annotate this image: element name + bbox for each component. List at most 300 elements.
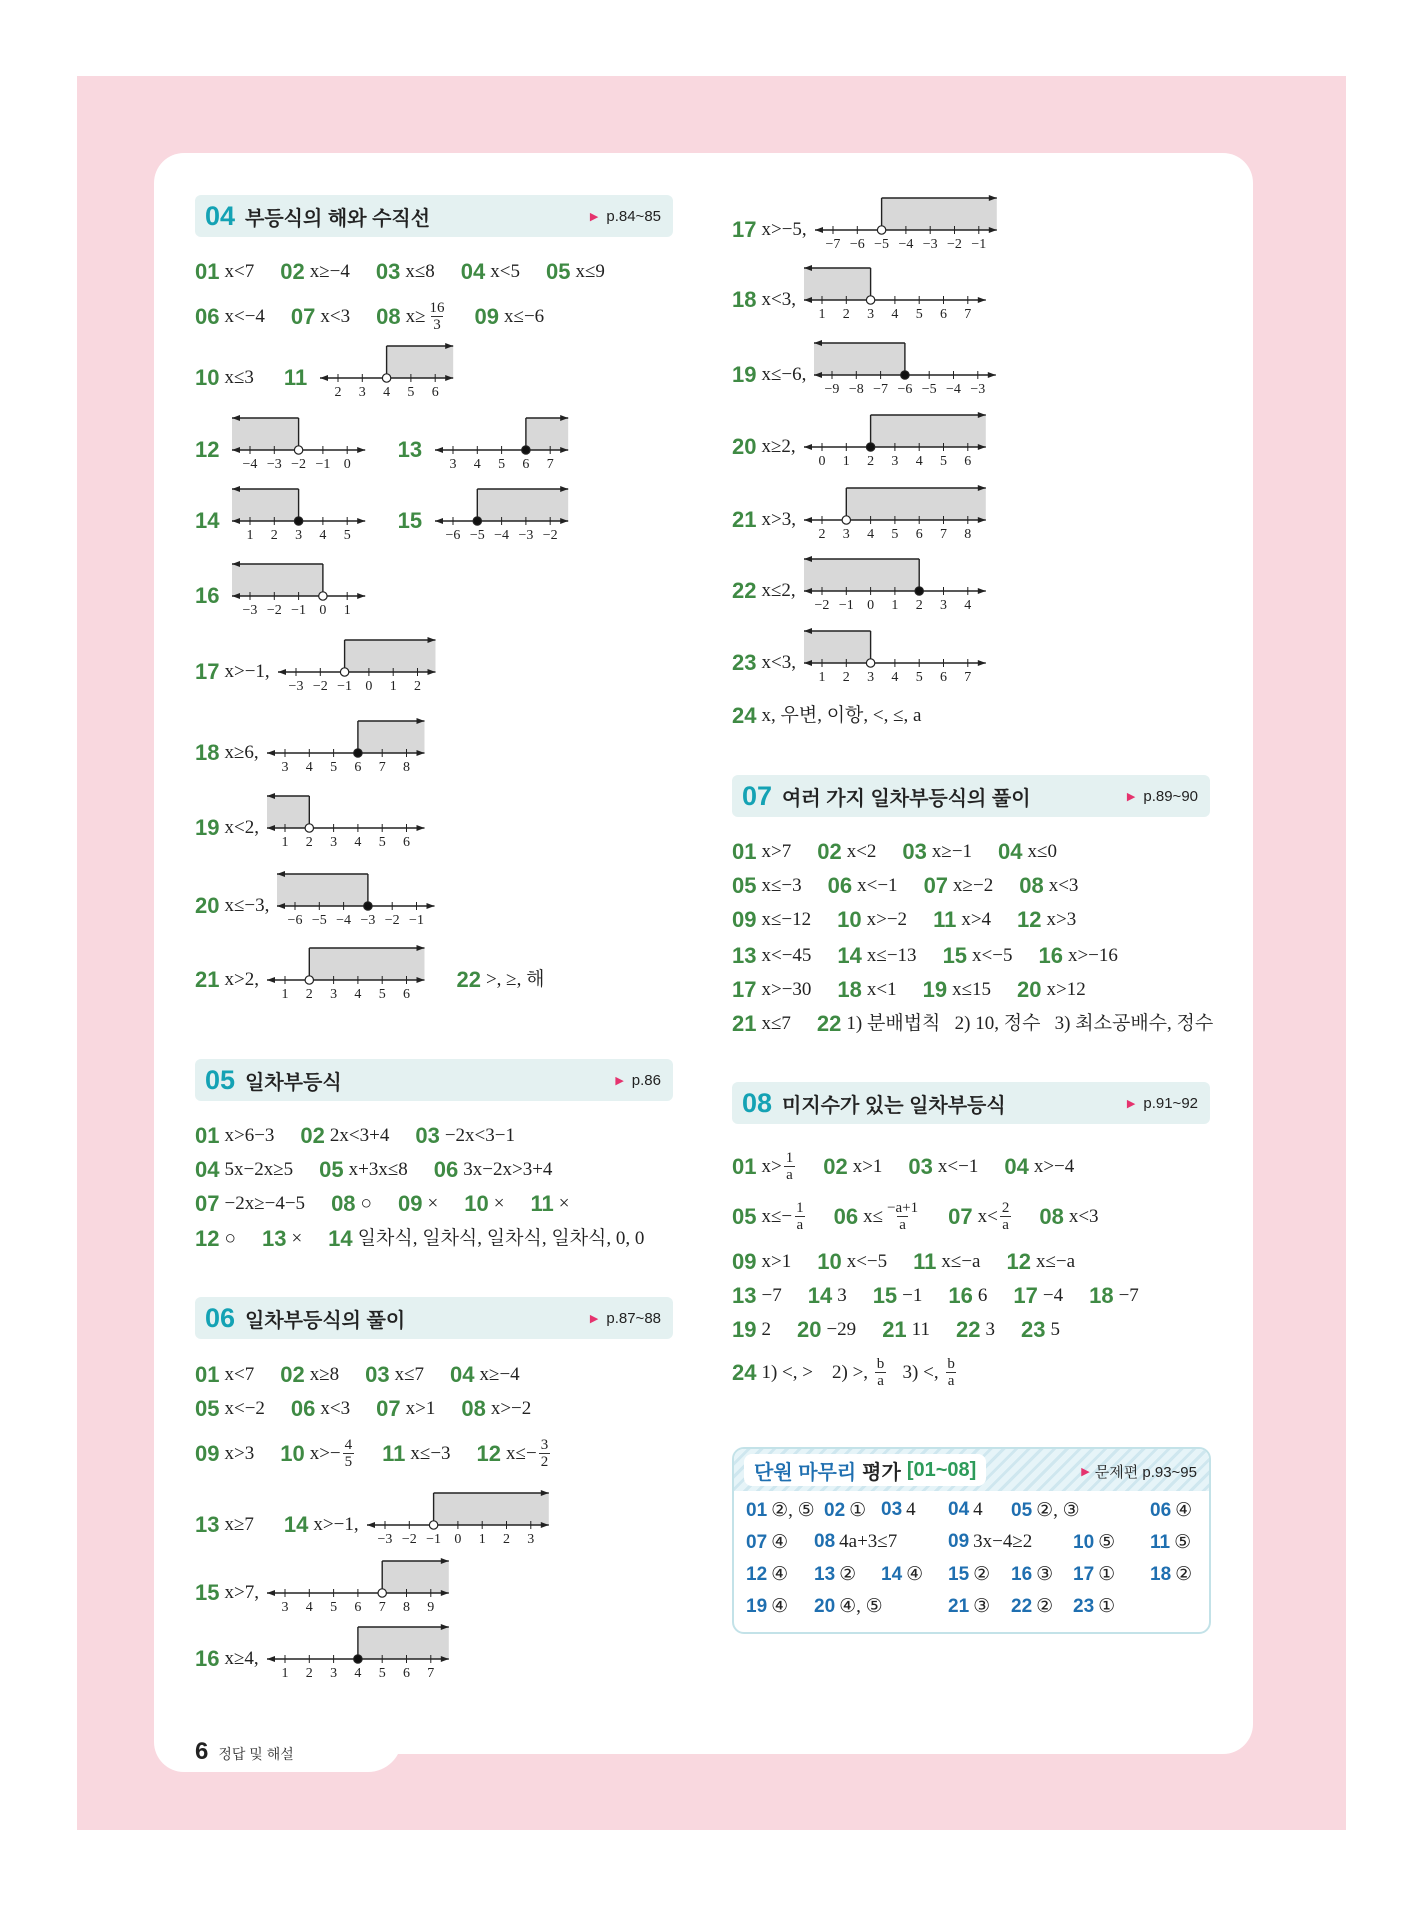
answer-row <box>195 1437 552 1470</box>
page-reference-text: p.84~85 <box>606 207 661 225</box>
section-title: 일차부등식 <box>245 1071 342 1094</box>
closed-point <box>915 587 923 595</box>
axis-arrow-right-icon <box>358 593 366 599</box>
answer-item <box>291 1395 350 1423</box>
tick-label: −4 <box>336 913 352 928</box>
tick-label: 5 <box>915 669 923 685</box>
answer-item <box>464 1190 504 1218</box>
answer-row <box>195 636 437 694</box>
answer-item <box>908 1153 978 1181</box>
answer-number: 05 <box>732 873 757 898</box>
answer-number: 06 <box>827 873 853 898</box>
solution-region <box>870 415 985 447</box>
tick-label: 6 <box>354 760 362 775</box>
answer-number: 11 <box>913 1249 937 1274</box>
answer-item <box>732 838 791 866</box>
number-line <box>230 485 367 543</box>
answer-number: 14 <box>195 508 220 533</box>
answer-number: 11 <box>933 907 957 932</box>
page-number: 6 <box>195 1738 209 1765</box>
tick-label: −5 <box>312 913 328 928</box>
open-point <box>383 374 391 382</box>
answer-item <box>732 484 988 542</box>
tick-label: 3 <box>330 987 338 1002</box>
answer-number: 03 <box>908 1153 933 1179</box>
tick-label: 3 <box>867 306 875 322</box>
page-reference-text: p.89~90 <box>1143 787 1198 805</box>
answer-text: 5x−2x≥5 <box>224 1159 294 1180</box>
unit-answer-item <box>746 1563 788 1586</box>
answer-number: 13 <box>397 437 423 462</box>
unit-answer-number: 19 <box>746 1595 768 1617</box>
answer-number: 23 <box>1020 1317 1046 1342</box>
page-reference-text: p.91~92 <box>1143 1094 1198 1112</box>
answer-item <box>280 258 350 286</box>
tick-label: −4 <box>243 456 258 472</box>
answer-number: 14 <box>807 1283 833 1308</box>
answer-number: 09 <box>195 1440 220 1466</box>
answer-text: x< <box>977 1205 998 1227</box>
answer-item <box>902 838 972 866</box>
answer-text: x<−1 <box>937 1155 979 1177</box>
answer-item <box>195 1557 451 1615</box>
solution-region <box>358 721 425 753</box>
answer-item <box>732 627 988 685</box>
answer-text: x≥−4 <box>309 261 350 282</box>
answer-item <box>280 1361 339 1389</box>
page-footer <box>195 1738 294 1766</box>
answer-number: 12 <box>1017 907 1042 932</box>
answer-number: 01 <box>195 259 220 284</box>
triangle-icon: ▶ <box>589 210 599 223</box>
unit-answer-item <box>814 1563 856 1586</box>
answer-text: x<−1 <box>857 875 898 896</box>
tick-label: −3 <box>288 679 304 694</box>
answer-number: 02 <box>280 1362 305 1387</box>
tick-label: 6 <box>402 987 410 1002</box>
answer-text: x>−1, <box>224 661 270 682</box>
answer-item <box>837 906 907 934</box>
tick-label: 7 <box>546 456 554 472</box>
axis-arrow-right-icon <box>978 297 986 303</box>
unit-answer-value: ④, ⑤ <box>839 1596 883 1617</box>
unit-answer-item <box>881 1563 923 1586</box>
axis-arrow-left-icon <box>815 227 823 233</box>
answer-text: −7 <box>761 1285 782 1306</box>
answer-text: 2x<3+4 <box>329 1125 390 1146</box>
answer-item <box>732 1248 791 1276</box>
answer-item <box>434 1156 553 1184</box>
unit-answer-item <box>948 1595 990 1618</box>
answer-text: x≤− <box>761 1205 793 1227</box>
answer-text: x≤−a <box>1035 1251 1076 1272</box>
answer-item <box>732 194 998 252</box>
answer-item <box>817 838 876 866</box>
section-number: 08 <box>742 1087 773 1118</box>
answer-number: 10 <box>817 1249 842 1274</box>
tick-label: −1 <box>336 679 352 694</box>
answer-item <box>382 1440 450 1468</box>
answer-item <box>262 1225 302 1253</box>
answer-row <box>195 1623 450 1681</box>
answer-text: x≤−6, <box>761 364 807 385</box>
answer-number: 11 <box>283 365 308 390</box>
triangle-icon: ▶ <box>1126 790 1136 803</box>
answer-item <box>732 264 988 322</box>
answer-item <box>1039 1203 1098 1231</box>
answer-item <box>415 1122 515 1150</box>
axis-arrow-left-icon <box>804 517 812 523</box>
answer-number: 15 <box>942 943 968 968</box>
number-line <box>802 264 988 322</box>
tick-label: −2 <box>401 1531 417 1547</box>
answer-text: x≤−a <box>941 1251 981 1272</box>
answer-number: 17 <box>732 217 757 242</box>
tick-label: −7 <box>825 236 841 252</box>
unit-answer-item <box>1073 1563 1115 1586</box>
answer-text: x>−2 <box>490 1398 532 1419</box>
answer-text: x≥−4 <box>479 1364 520 1385</box>
answer-number: 13 <box>195 1512 220 1537</box>
unit-answer-value: ④ <box>771 1564 789 1585</box>
tick-label: 2 <box>842 669 850 685</box>
answer-number: 07 <box>195 1191 220 1216</box>
unit-answer-number: 22 <box>1011 1595 1033 1617</box>
answer-number: 14 <box>283 1512 309 1537</box>
unit-answer-item <box>746 1531 788 1554</box>
tick-label: −2 <box>312 679 328 694</box>
answer-text: x>3, <box>761 509 796 530</box>
number-line <box>433 414 570 472</box>
unit-answer-number: 21 <box>948 1595 970 1617</box>
tick-label: 2 <box>413 679 421 694</box>
page-reference-text: p.86 <box>631 1071 661 1089</box>
fraction-denominator: a <box>947 1373 955 1389</box>
answer-text: 3 <box>837 1285 847 1306</box>
answer-number: 04 <box>460 259 486 284</box>
unit-answer-value: 4 <box>906 1499 916 1520</box>
answer-text: x≤−13 <box>866 945 917 966</box>
answer-text: x<3, <box>761 652 796 673</box>
answer-number: 08 <box>376 303 401 329</box>
answer-row <box>732 555 987 613</box>
answer-item <box>195 636 437 694</box>
unit-answer-item <box>746 1499 815 1522</box>
axis-arrow-left-icon <box>267 977 275 983</box>
answer-item <box>365 1361 424 1389</box>
tick-label: −1 <box>838 597 854 613</box>
solution-region <box>804 631 871 663</box>
triangle-icon: ▶ <box>589 1312 599 1325</box>
answer-text: x≤7 <box>761 1013 791 1034</box>
fraction <box>343 1437 355 1470</box>
tick-label: 6 <box>402 835 410 850</box>
tick-label: 5 <box>939 453 947 469</box>
unit-answer-value: ③ <box>1036 1564 1054 1585</box>
answer-text: 일차식, 일차식, 일차식, 일차식, 0, 0 <box>357 1228 645 1249</box>
solution-region <box>387 346 454 378</box>
unit-answer-number: 14 <box>881 1563 903 1585</box>
fraction-numerator: b <box>947 1356 955 1372</box>
answer-text: x<5 <box>490 261 520 282</box>
answer-number: 18 <box>837 977 862 1002</box>
answer-text: x≤−3, <box>224 895 270 916</box>
answer-item <box>530 1190 569 1218</box>
answer-text: x≤7 <box>394 1364 425 1385</box>
answer-item <box>732 1282 782 1310</box>
answer-number: 13 <box>732 943 757 968</box>
answer-item <box>834 1200 923 1233</box>
answer-item <box>195 1190 305 1218</box>
unit-title-range: [01~08] <box>906 1458 977 1481</box>
unit-answer-value: ④ <box>906 1564 924 1585</box>
answer-item <box>280 1437 356 1470</box>
answer-text: x≤3 <box>224 367 254 388</box>
axis-arrow-left-icon <box>267 750 275 756</box>
answer-item <box>732 555 987 613</box>
section-title: 일차부등식의 풀이 <box>245 1309 406 1332</box>
answer-row <box>195 944 544 1002</box>
answer-item <box>823 1153 882 1181</box>
unit-answer-number: 07 <box>746 1531 768 1553</box>
unit-answer-item <box>746 1595 788 1618</box>
tick-label: 4 <box>305 1599 313 1615</box>
answer-number: 04 <box>998 839 1023 864</box>
answer-item <box>477 1437 553 1470</box>
answer-item <box>284 1489 550 1547</box>
answer-item <box>195 1122 274 1150</box>
answer-number: 06 <box>833 1203 859 1229</box>
answer-row <box>732 627 988 685</box>
answer-text: 3x−2x>3+4 <box>463 1159 553 1180</box>
answer-number: 12 <box>195 1226 220 1251</box>
number-line <box>318 342 455 400</box>
answer-number: 04 <box>195 1157 220 1182</box>
answer-row <box>195 1489 550 1547</box>
answer-text: −4 <box>1042 1285 1064 1306</box>
tick-label: −1 <box>971 236 986 252</box>
answer-text: x≥−2 <box>953 875 994 896</box>
answer-text: x≤−3 <box>410 1442 451 1464</box>
answer-item <box>195 944 426 1002</box>
answer-number: 20 <box>732 434 757 459</box>
solution-region <box>881 198 996 230</box>
answer-item <box>873 1282 923 1310</box>
answer-row <box>732 411 987 469</box>
open-point <box>340 668 348 676</box>
tick-label: 0 <box>344 456 352 472</box>
tick-label: −7 <box>873 381 889 397</box>
open-point <box>429 1521 437 1529</box>
answer-number: 06 <box>195 303 220 329</box>
answer-number: 24 <box>732 703 757 728</box>
answer-text: 1) 분배법칙 2) 10, 정수 3) 최소공배수, 정수 <box>846 1013 1214 1034</box>
answer-number: 02 <box>817 839 842 864</box>
tick-label: 3 <box>330 835 338 850</box>
unit-answer-item <box>1011 1563 1053 1586</box>
answer-text: x>−4 <box>1033 1155 1075 1177</box>
answer-text: x<7 <box>224 261 255 282</box>
answer-number: 03 <box>375 259 401 284</box>
answer-number: 15 <box>397 508 423 533</box>
answer-number: 07 <box>376 1396 401 1421</box>
number-line <box>265 1557 451 1615</box>
answer-number: 11 <box>530 1191 554 1216</box>
tick-label: 5 <box>378 1665 386 1681</box>
unit-answer-number: 10 <box>1073 1531 1095 1553</box>
answer-item <box>546 258 605 286</box>
unit-answer-item <box>1150 1531 1191 1554</box>
tick-label: 7 <box>426 1665 434 1681</box>
section-header <box>732 1082 1210 1124</box>
open-point <box>305 824 313 832</box>
answer-item <box>398 485 571 543</box>
tick-label: 5 <box>915 306 923 322</box>
tick-label: −4 <box>898 236 914 252</box>
answer-number: 08 <box>331 1191 356 1216</box>
answer-item <box>461 258 520 286</box>
section-number: 04 <box>205 200 236 231</box>
answer-number: 10 <box>280 1440 305 1466</box>
answer-item <box>732 872 802 900</box>
tick-label: 2 <box>334 384 342 400</box>
answer-text: 2 <box>761 1319 771 1340</box>
answer-number: 06 <box>290 1396 316 1421</box>
answer-item <box>195 1623 450 1681</box>
answer-number: 16 <box>948 1283 973 1308</box>
closed-point <box>901 371 909 379</box>
answer-text: x≤−12 <box>761 909 812 930</box>
unit-answer-number: 13 <box>814 1563 836 1585</box>
answer-number: 23 <box>732 650 757 675</box>
tick-label: 0 <box>818 453 826 469</box>
number-line <box>812 339 998 397</box>
answer-number: 18 <box>1089 1283 1114 1308</box>
answer-number: 13 <box>261 1226 287 1251</box>
tick-label: 4 <box>891 669 899 685</box>
answer-item <box>195 1440 254 1468</box>
fraction-denominator: 5 <box>344 1454 353 1470</box>
answer-row <box>195 717 426 775</box>
unit-answer-item <box>1073 1595 1115 1618</box>
answer-number: 22 <box>816 1011 842 1036</box>
fraction <box>539 1437 551 1470</box>
tick-label: 1 <box>478 1531 486 1547</box>
answer-item <box>376 1395 435 1423</box>
tick-label: 6 <box>939 306 947 322</box>
answer-number: 17 <box>732 977 757 1002</box>
answer-text: x<−5 <box>846 1251 888 1272</box>
answer-text: 3) <, <box>888 1361 944 1383</box>
answer-item <box>450 1361 520 1389</box>
fraction-denominator: a <box>796 1217 804 1233</box>
answer-text: x>−2 <box>866 909 908 930</box>
answer-number: 17 <box>1013 1283 1038 1308</box>
unit-answer-number: 08 <box>814 1531 836 1552</box>
answer-item <box>328 1225 644 1253</box>
tick-label: 5 <box>344 527 352 543</box>
tick-label: 4 <box>383 384 391 400</box>
number-line <box>230 414 367 472</box>
answer-text: x>1 <box>405 1398 436 1419</box>
answer-item <box>943 942 1013 970</box>
answer-item <box>1021 1316 1060 1344</box>
answer-text: x>2, <box>224 969 259 990</box>
solution-region <box>804 559 919 591</box>
unit-answer-value: ③ <box>973 1596 991 1617</box>
answer-text: −1 <box>902 1285 923 1306</box>
answer-text: × <box>291 1228 303 1249</box>
fraction-denominator: a <box>877 1373 884 1389</box>
answer-item <box>732 1356 959 1389</box>
unit-answer-value: ④ <box>771 1532 789 1553</box>
unit-answer-value: ① <box>1098 1596 1116 1617</box>
tick-label: 4 <box>867 526 875 542</box>
answer-text: x<1 <box>866 979 897 1000</box>
answer-row <box>195 870 437 928</box>
answer-item <box>291 303 350 331</box>
tick-label: 2 <box>866 453 874 469</box>
unit-answer-item <box>1011 1595 1053 1618</box>
number-line <box>802 484 988 542</box>
answer-text: x>−30 <box>761 979 812 1000</box>
answer-row <box>732 906 1076 934</box>
number-line <box>433 485 570 543</box>
axis-arrow-left-icon <box>435 447 443 453</box>
answer-item <box>732 1200 808 1233</box>
answer-text: −2x<3−1 <box>444 1125 515 1146</box>
answer-number: 03 <box>415 1123 440 1148</box>
tick-label: 7 <box>378 1599 386 1615</box>
fraction-denominator: a <box>899 1217 906 1233</box>
axis-arrow-left-icon <box>267 1590 275 1596</box>
tick-label: −6 <box>897 381 913 397</box>
axis-arrow-left-icon <box>278 669 286 675</box>
fraction-numerator: −a+1 <box>887 1200 919 1216</box>
tick-label: 3 <box>842 526 850 542</box>
answer-text: x>6−3 <box>224 1125 275 1146</box>
tick-label: 6 <box>939 669 947 685</box>
tick-label: 7 <box>964 669 972 685</box>
number-line <box>813 194 999 252</box>
fraction <box>428 300 447 333</box>
tick-label: 8 <box>964 526 972 542</box>
tick-label: 2 <box>305 1665 313 1681</box>
answer-text: 1) <, > 2) >, <box>761 1361 873 1383</box>
solution-region <box>382 1561 449 1593</box>
page-reference <box>1127 788 1198 805</box>
answer-number: 10 <box>837 907 862 932</box>
tick-label: 0 <box>365 679 373 694</box>
answer-text: x≤− <box>506 1442 537 1464</box>
solution-region <box>526 418 568 450</box>
tick-label: 3 <box>891 453 899 469</box>
tick-label: 1 <box>344 602 352 618</box>
answer-item <box>817 1010 1213 1038</box>
answer-text: x> <box>761 1155 782 1177</box>
answer-number: 06 <box>433 1157 459 1182</box>
tick-label: −3 <box>243 602 258 618</box>
tick-label: 5 <box>378 987 386 1002</box>
answer-item <box>331 1190 372 1218</box>
answer-item <box>817 1248 887 1276</box>
answer-number: 01 <box>195 1362 220 1387</box>
tick-label: 6 <box>522 456 530 472</box>
fraction-denominator: 2 <box>540 1454 549 1470</box>
fraction <box>794 1200 806 1233</box>
fraction-numerator: b <box>876 1356 885 1372</box>
answer-item <box>1006 1248 1075 1276</box>
